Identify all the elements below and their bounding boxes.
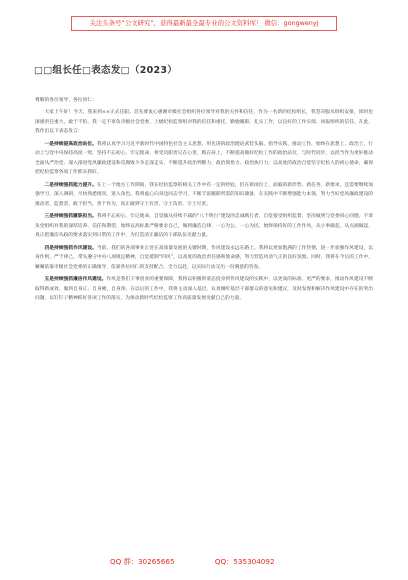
paragraph-2	[35, 181, 373, 210]
promo-banner	[71, 16, 337, 31]
contact-footer	[110, 557, 310, 567]
paragraph-lead: 五是持续强抓廉洁作风建设。	[44, 277, 107, 282]
document-body	[35, 96, 373, 304]
paragraph-1	[35, 140, 373, 178]
paragraph-text: 当前，我们的各项事业正处在高质量发展的关键时期，作风建设永远在路上。我将以更加饱满的工作热情，进一步加强作风建设，以身作则，严于律己，带头遵守中央八项规定精神，自觉抵制“四风”，以高度的政治责任感和使命感，努力营造风清气正的良好氛围。同时，我将在今后的工作中，紧紧依靠市级社会党委的正确领导，依靠各位同仁的支持配合，全力以赴，以实际行动交出一份满意的答卷。	[35, 245, 373, 270]
page-title: □□组长任□表态发□（2023）	[34, 65, 178, 76]
paragraph-text: 我将不忘初心、牢记使命，自觉做从持续不减的“八个明白”建设的忠诚践行者，自觉接受组织监督，坚决做到与党委同心同德，不辜负党组织对我的深厚培养、信任和期望，始终以高标准严格要求自己，做到廉洁自律、一心为公，一心为民，始终保持好的工作作风，从小事做起，从点滴做起，真正把廉洁从政的要求落实到日常的工作中，为打造清正廉洁的干部队伍贡献力量。	[35, 214, 373, 238]
salutation: 尊敬的各位领导、各位同仁：	[35, 98, 97, 103]
paragraph-text: 大家上午好！今天，我来到××正式任职。首先要衷心感谢市级社会组织各位领导对我的关怀和信任，作为一名新的纪检组长，我坚决服从组织安排，同时也深感责任重大，敢于不怕、我一定不辜负市级社会党委、上级纪检监察组对我的信任和重托，勤勉履职、扎实工作，以良好的工作实绩、回报组织的信任。在此，我作出以下表态发言：	[35, 110, 373, 134]
paragraph-4	[35, 244, 373, 273]
paragraph-text: 在上一个地方工作期间，我在纪检监察的相关工作中有一定的经验，但在新岗位上，面临的新形势、新任务、新要求，还需要继续加强学习、深入调研，尽快熟悉情况，进入角色。我将虚心向身边同志学习，不断丰富履职所需的知识储备，在实践中不断增强能力本领，努力当好党风廉政建设的推动者、监督者，敢于担当，善于作为，真正做到守土有责、守土负责、守土尽责。	[35, 182, 373, 207]
paragraph-lead: 四是持续强抓作风建设。	[44, 245, 97, 251]
paragraph-lead: 三是持续强抓履职担当。	[44, 214, 97, 219]
paragraph-lead: 一是持续提高政治站位。	[44, 141, 97, 147]
promo-banner-text: 关注头条号“公文研究”，获得最新最全最专业的公文资料库！ 微信：gongwenyj	[89, 19, 319, 27]
paragraph-text: 我将认真学习习近平新时代中国特色社会主义思想，用先进的政治理论武装头脑、指导实践、推动工作，始终在思想上、政治上、行动上与党中央保持高度一致，坚持不忘初心、牢记使命，将党员职责记在心里、践在肩上，不断提高做好纪检工作的政治站位，与时代同步，以担当作为更好推动全面从严治党、深入推进党风廉政建设和反腐败斗争走深走实，不断提升政治判断力、政治领悟力、政治执行力，以高度的政治自觉坚守纪检人的初心使命，确保把纪检监察各项工作抓实抓好。	[35, 141, 373, 175]
paragraph-text: 作风是我们干事创业的重要保障，我将以积极的姿态投身到作风建设的实践中，以更高的标准、更严的要求，推动作风建设不断取得新成效，做到自身正、自身硬、自身净。在以后的工作中，我将主动深入基层，认真倾听基层干部群众的意见和建议，及时发现和解决作风建设中存在的突出问题，以钉钉子精神抓好各项工作的落实，为推动新时代纪检监察工作高质量发展贡献自己的力量。	[35, 277, 373, 301]
paragraph-lead: 二是持续强抓能力提升。	[44, 182, 97, 188]
paragraph-intro	[35, 108, 373, 137]
qq-number: QQ：535304092	[214, 557, 275, 566]
paragraph-5	[35, 275, 373, 304]
paragraph-3	[35, 212, 373, 241]
qq-group-number: QQ 群：30265665	[110, 557, 175, 566]
